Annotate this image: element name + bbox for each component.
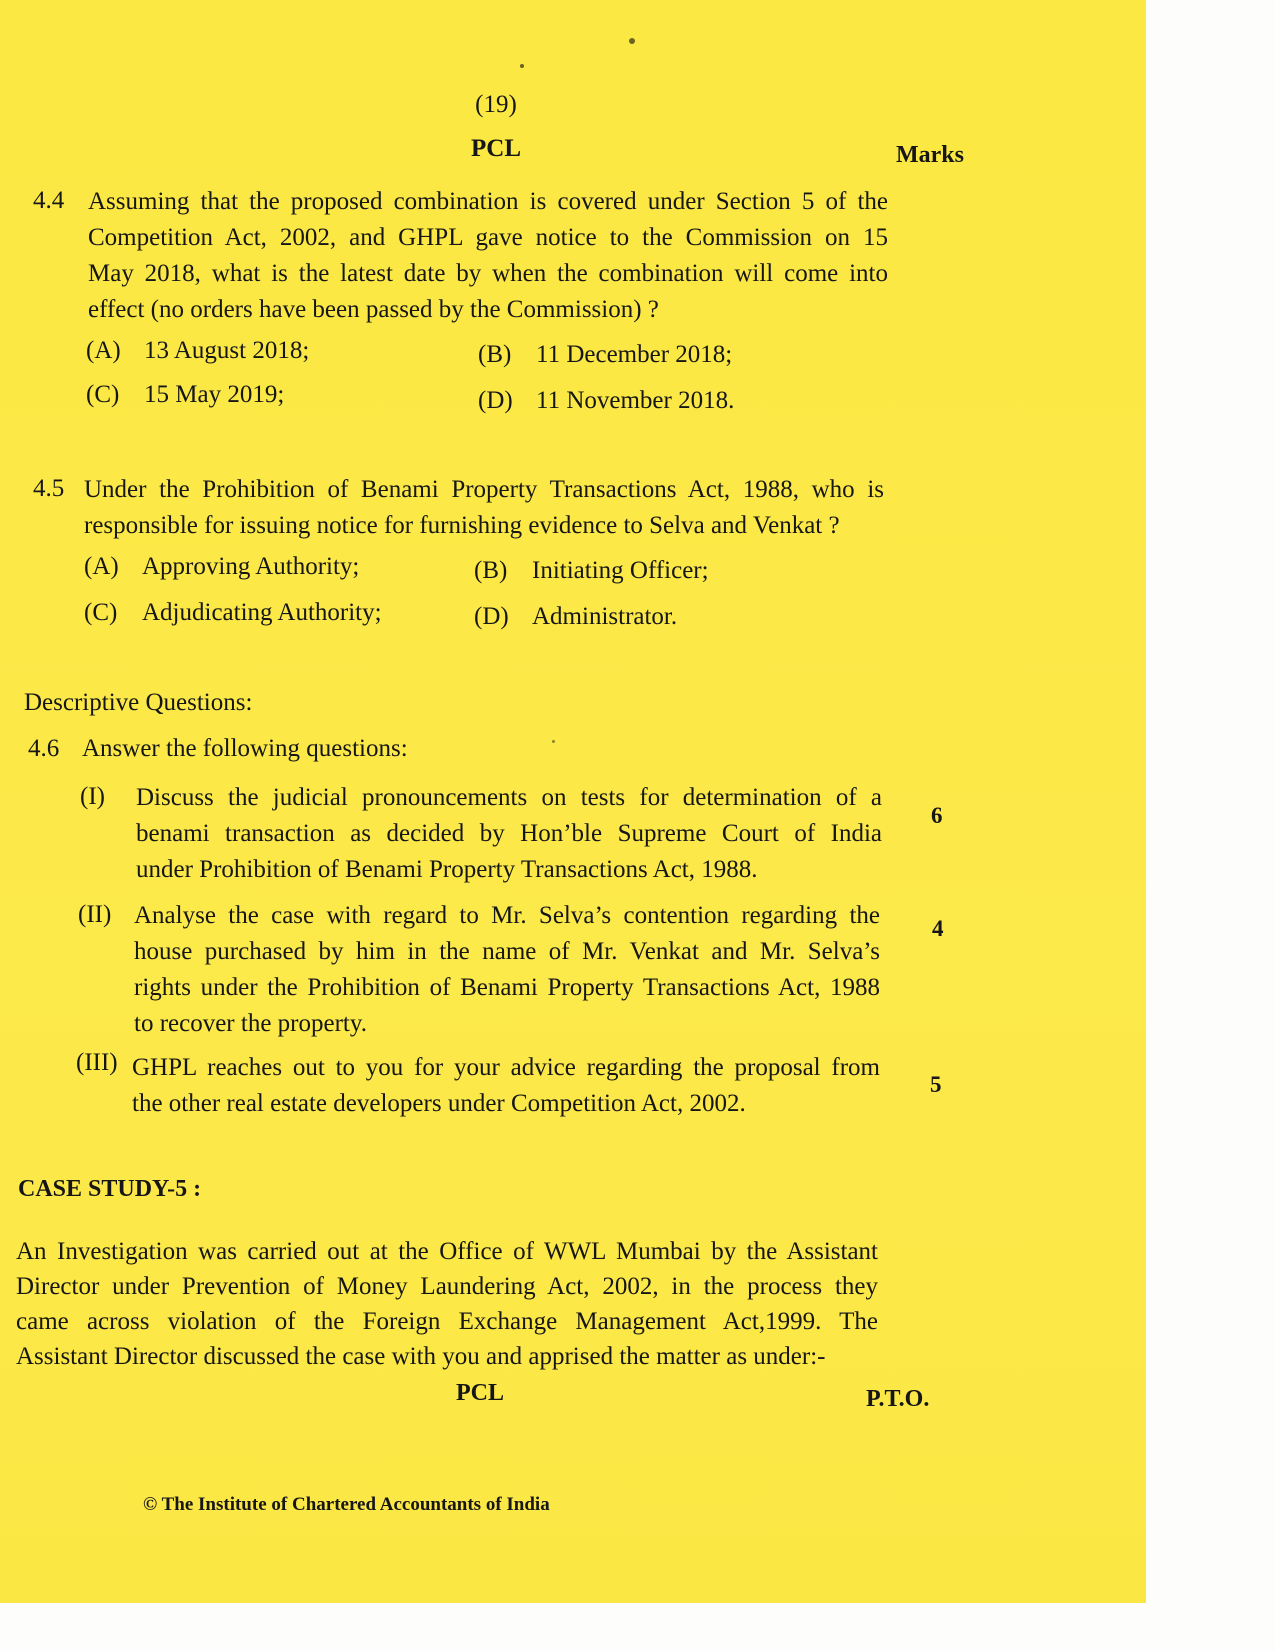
marks-column-label: Marks xyxy=(896,142,964,168)
option-label: (D) xyxy=(478,387,513,414)
part-line: house purchased by him in the name of Mr. Venkat and Mr. Selva’s xyxy=(134,938,880,965)
option-4-5-d xyxy=(474,602,677,632)
marks-part-ii: 4 xyxy=(932,916,944,941)
question-number-4-5: 4.5 xyxy=(33,475,65,502)
scan-speck xyxy=(552,740,555,743)
part-line: Discuss the judicial pronouncements on tests for determination of a xyxy=(136,784,882,811)
option-text: 13 August 2018; xyxy=(144,337,310,364)
paper-code-header: PCL xyxy=(471,135,521,162)
case-study-line: came across violation of the Foreign Exchange Management Act,1999. The xyxy=(16,1308,878,1335)
question-line: Assuming that the proposed combination is covered under Section 5 of the xyxy=(88,188,888,215)
question-line: Competition Act, 2002, and GHPL gave notice to the Commission on 15 xyxy=(88,224,888,251)
option-4-5-c xyxy=(84,598,382,628)
option-label: (C) xyxy=(84,599,118,626)
question-number-4-6: 4.6 xyxy=(28,735,60,762)
part-line: benami transaction as decided by Hon’ble Supreme Court of India xyxy=(136,820,882,847)
part-ii-text xyxy=(134,898,880,1042)
option-label: (B) xyxy=(478,341,512,368)
part-label-ii: (II) xyxy=(78,901,112,928)
page-number: (19) xyxy=(475,91,517,118)
paper-code-footer: PCL xyxy=(456,1380,504,1406)
option-4-4-a xyxy=(86,336,309,366)
please-turn-over: P.T.O. xyxy=(866,1386,930,1412)
part-line: the other real estate developers under Competition Act, 2002. xyxy=(132,1090,746,1117)
part-line: GHPL reaches out to you for your advice regarding the proposal from xyxy=(132,1054,880,1081)
option-label: (B) xyxy=(474,557,508,584)
descriptive-heading: Descriptive Questions: xyxy=(24,689,253,716)
scan-speck xyxy=(520,64,524,68)
part-line: to recover the property. xyxy=(134,1010,367,1037)
question-4-6-intro: Answer the following questions: xyxy=(82,735,408,762)
option-text: 11 December 2018; xyxy=(536,341,733,368)
option-4-5-b xyxy=(474,556,709,586)
case-study-text xyxy=(16,1234,878,1374)
option-4-4-d xyxy=(478,386,734,416)
question-line: Under the Prohibition of Benami Property Transactions Act, 1988, who is xyxy=(84,476,884,503)
part-label-iii: (III) xyxy=(76,1049,118,1076)
option-4-5-a xyxy=(84,552,359,582)
option-label: (A) xyxy=(84,553,119,580)
copyright-notice: © The Institute of Chartered Accountants of India xyxy=(143,1494,550,1515)
case-study-line: Assistant Director discussed the case with you and apprised the matter as under:- xyxy=(16,1343,826,1370)
case-study-line: An Investigation was carried out at the Office of WWL Mumbai by the Assistant xyxy=(16,1238,878,1265)
question-4-5-text xyxy=(84,472,884,544)
option-text: Adjudicating Authority; xyxy=(142,599,382,626)
part-label-i: (I) xyxy=(80,783,105,810)
question-line: effect (no orders have been passed by the Commission) ? xyxy=(88,296,659,323)
option-text: 15 May 2019; xyxy=(144,381,285,408)
marks-part-iii: 5 xyxy=(930,1072,942,1097)
question-line: responsible for issuing notice for furnishing evidence to Selva and Venkat ? xyxy=(84,512,840,539)
option-4-4-b xyxy=(478,340,732,370)
part-i-text xyxy=(136,780,882,888)
part-iii-text xyxy=(132,1050,880,1122)
question-line: May 2018, what is the latest date by when the combination will come into xyxy=(88,260,888,287)
option-text: 11 November 2018. xyxy=(536,387,735,414)
part-line: under Prohibition of Benami Property Transactions Act, 1988. xyxy=(136,856,758,883)
option-text: Approving Authority; xyxy=(142,553,360,580)
question-4-4-text xyxy=(88,184,888,328)
option-4-4-c xyxy=(86,380,284,410)
part-line: Analyse the case with regard to Mr. Selva’s contention regarding the xyxy=(134,902,880,929)
scan-speck xyxy=(629,38,635,44)
option-text: Administrator. xyxy=(532,603,678,630)
option-label: (A) xyxy=(86,337,121,364)
part-line: rights under the Prohibition of Benami Property Transactions Act, 1988 xyxy=(134,974,880,1001)
question-number-4-4: 4.4 xyxy=(33,187,65,214)
option-label: (C) xyxy=(86,381,120,408)
case-study-line: Director under Prevention of Money Laundering Act, 2002, in the process they xyxy=(16,1273,878,1300)
option-label: (D) xyxy=(474,603,509,630)
marks-part-i: 6 xyxy=(931,803,943,828)
case-study-heading: CASE STUDY-5 : xyxy=(18,1176,202,1202)
option-text: Initiating Officer; xyxy=(532,557,709,584)
